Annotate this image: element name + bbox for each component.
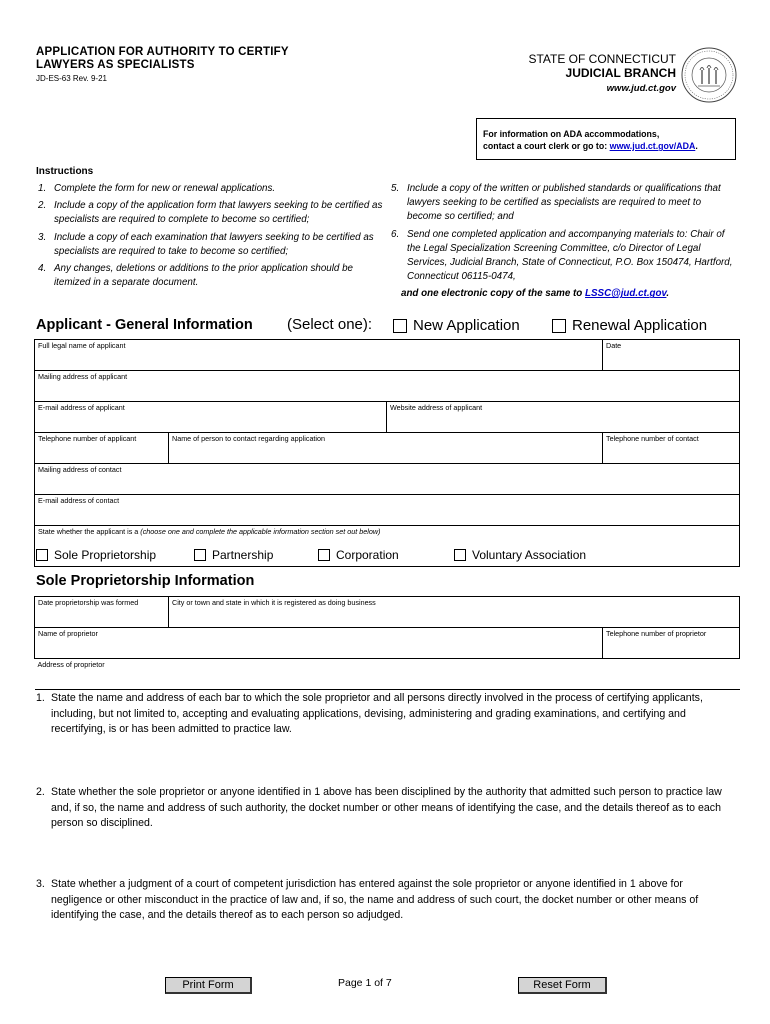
instruction-text: Any changes, deletions or additions to the prior application should be itemized in a separate document. bbox=[54, 263, 354, 289]
instruction-text: Send one completed application and accompanying materials to: Chair of the Legal Specialization Screening Committee, c/o Director of Legal Services, Judicial Branch, State of Connecticut, P.O. Box 150474, Hartford, Connecticut 06115-0474, bbox=[407, 228, 733, 283]
instruction-item-6 bbox=[391, 228, 736, 285]
form-title bbox=[36, 46, 289, 72]
website-url: www.jud.ct.gov bbox=[606, 83, 676, 94]
instruction-text: Include a copy of the application form that lawyers seeking to be certified as specialists are required to complete to become so certified; bbox=[54, 200, 383, 226]
ada-line2 bbox=[483, 140, 735, 152]
instruction-item-2 bbox=[38, 199, 383, 227]
contact-phone-field[interactable] bbox=[603, 433, 740, 464]
instruction-number: 1. bbox=[38, 183, 47, 194]
select-one-label: (Select one): bbox=[287, 316, 373, 333]
renewal-application-option[interactable] bbox=[552, 317, 707, 334]
instruction-item-4 bbox=[38, 262, 383, 290]
proprietor-phone-label: Telephone number of proprietor bbox=[606, 629, 707, 638]
final-suffix: . bbox=[666, 288, 670, 300]
question-text: State whether the sole proprietor or anyone identified in 1 above has been disciplined by the authority that admitted such person to practice law and, if so, the name and address of such authority, the docket number or other means of identifying the case, and the details thereof as to each person so disciplined. bbox=[51, 786, 722, 829]
ada-line1: For information on ADA accommodations, bbox=[483, 129, 660, 139]
instruction-number: 3. bbox=[38, 231, 47, 243]
instruction-item-5 bbox=[391, 182, 736, 225]
proprietor-address-field[interactable] bbox=[35, 659, 740, 690]
email-label: E-mail address of applicant bbox=[38, 403, 125, 412]
sole-proprietorship-label: Sole Proprietorship bbox=[54, 548, 157, 562]
website-label: Website address of applicant bbox=[390, 403, 483, 412]
new-application-checkbox[interactable] bbox=[393, 319, 407, 333]
date-label: Date bbox=[606, 341, 622, 350]
general-info-title: Applicant - General Information bbox=[36, 317, 253, 333]
phone-label: Telephone number of applicant bbox=[38, 434, 137, 443]
sole-proprietorship-title: Sole Proprietorship Information bbox=[36, 573, 255, 589]
instruction-final-line bbox=[401, 287, 736, 301]
contact-mailing-label: Mailing address of contact bbox=[38, 465, 122, 474]
instructions-left-column bbox=[38, 182, 383, 293]
contact-name-field[interactable] bbox=[169, 433, 603, 464]
contact-email-label: E-mail address of contact bbox=[38, 496, 120, 505]
question-1 bbox=[36, 691, 736, 738]
form-title-line1: APPLICATION FOR AUTHORITY TO CERTIFY bbox=[36, 46, 289, 58]
branch-name: JUDICIAL BRANCH bbox=[565, 66, 676, 80]
form-title-line2: LAWYERS AS SPECIALISTS bbox=[36, 59, 195, 71]
phone-field[interactable] bbox=[35, 433, 169, 464]
email-field[interactable] bbox=[35, 402, 387, 433]
type-voluntary-association[interactable] bbox=[454, 548, 586, 562]
partnership-checkbox[interactable] bbox=[194, 549, 206, 561]
sole-proprietorship-table bbox=[34, 596, 740, 690]
instruction-text: Complete the form for new or renewal applications. bbox=[54, 183, 276, 194]
state-name: STATE OF CONNECTICUT bbox=[528, 52, 676, 66]
mailing-address-field[interactable] bbox=[35, 371, 740, 402]
page-number: Page 1 of 7 bbox=[338, 977, 392, 989]
proprietor-address-label: Address of proprietor bbox=[37, 660, 105, 669]
corporation-label: Corporation bbox=[336, 548, 399, 562]
contact-phone-label: Telephone number of contact bbox=[606, 434, 699, 443]
form-code: JD-ES-63 Rev. 9-21 bbox=[36, 74, 107, 83]
instruction-number: 5. bbox=[391, 183, 400, 194]
date-field[interactable] bbox=[603, 340, 740, 371]
question-text: State whether a judgment of a court of competent jurisdiction has entered against the sole proprietor or anyone identified in 1 above for negligence or other misconduct in the practice of law and, if so, the name and address of such court, the docket number or other means of identifying the case, and the details thereof as to each person so adjudged. bbox=[51, 878, 699, 921]
city-state-field[interactable] bbox=[169, 597, 740, 628]
question-2 bbox=[36, 785, 736, 832]
instruction-text: Include a copy of each examination that lawyers seeking to be certified as specialists are required to take to become so certified; bbox=[54, 231, 374, 257]
contact-mailing-field[interactable] bbox=[35, 464, 740, 495]
ada-line2-prefix: contact a court clerk or go to: bbox=[483, 141, 610, 151]
renewal-application-checkbox[interactable] bbox=[552, 319, 566, 333]
contact-email-field[interactable] bbox=[35, 495, 740, 526]
website-field[interactable] bbox=[387, 402, 740, 433]
question-3 bbox=[36, 877, 736, 924]
applicant-type-label: State whether the applicant is a bbox=[38, 527, 141, 536]
proprietor-name-field[interactable] bbox=[35, 628, 603, 659]
full-name-field[interactable] bbox=[35, 340, 603, 371]
type-corporation[interactable] bbox=[318, 548, 399, 562]
voluntary-association-checkbox[interactable] bbox=[454, 549, 466, 561]
proprietor-phone-field[interactable] bbox=[603, 628, 740, 659]
state-block bbox=[528, 52, 676, 94]
ada-line2-suffix: . bbox=[695, 141, 698, 151]
question-number: 1. bbox=[36, 692, 45, 704]
question-number: 3. bbox=[36, 878, 45, 890]
state-seal-icon bbox=[680, 46, 738, 104]
question-text: State the name and address of each bar to which the sole proprietor and all persons directly involved in the process of certifying applicants, including, but not limited to, accepting and evaluating applications, devising, administering and grading examinations, and certifying and recertifying, is or has been admitted to practice law. bbox=[51, 692, 703, 735]
new-application-option[interactable] bbox=[393, 317, 520, 334]
instruction-item-1 bbox=[38, 182, 383, 196]
instruction-text: Include a copy of the written or published standards or qualifications that lawyers seeking to be certified as specialists are required to meet to become so certified; and bbox=[407, 183, 721, 223]
voluntary-association-label: Voluntary Association bbox=[472, 548, 587, 562]
type-partnership[interactable] bbox=[194, 548, 273, 562]
corporation-checkbox[interactable] bbox=[318, 549, 330, 561]
date-formed-label: Date proprietorship was formed bbox=[38, 598, 139, 607]
reset-form-button[interactable]: Reset Form bbox=[518, 977, 607, 994]
instruction-number: 2. bbox=[38, 200, 47, 212]
question-number: 2. bbox=[36, 786, 45, 798]
instructions-right-column bbox=[391, 182, 736, 302]
full-name-label: Full legal name of applicant bbox=[38, 341, 126, 350]
instructions-title: Instructions bbox=[36, 166, 94, 177]
sole-proprietorship-checkbox[interactable] bbox=[36, 549, 48, 561]
mailing-address-label: Mailing address of applicant bbox=[38, 372, 128, 381]
partnership-label: Partnership bbox=[212, 548, 274, 562]
type-sole-proprietorship[interactable] bbox=[36, 548, 156, 562]
renewal-application-label: Renewal Application bbox=[572, 317, 708, 334]
instruction-number: 6. bbox=[391, 228, 400, 240]
final-prefix: and one electronic copy of the same to bbox=[401, 288, 586, 300]
proprietor-name-label: Name of proprietor bbox=[38, 629, 98, 638]
ada-link[interactable]: www.jud.ct.gov/ADA bbox=[609, 141, 696, 151]
general-info-table bbox=[34, 339, 740, 567]
new-application-label: New Application bbox=[413, 317, 520, 334]
print-form-button[interactable]: Print Form bbox=[165, 977, 252, 994]
instruction-number: 4. bbox=[38, 263, 47, 275]
date-formed-field[interactable] bbox=[35, 597, 169, 628]
lssc-email-link[interactable]: LSSC@jud.ct.gov bbox=[585, 288, 667, 300]
contact-name-label: Name of person to contact regarding application bbox=[172, 434, 326, 443]
city-state-label: City or town and state in which it is registered as doing business bbox=[172, 598, 376, 607]
instruction-item-3 bbox=[38, 231, 383, 259]
applicant-type-hint: (choose one and complete the applicable information section set out below) bbox=[140, 527, 381, 536]
ada-notice bbox=[476, 118, 736, 160]
